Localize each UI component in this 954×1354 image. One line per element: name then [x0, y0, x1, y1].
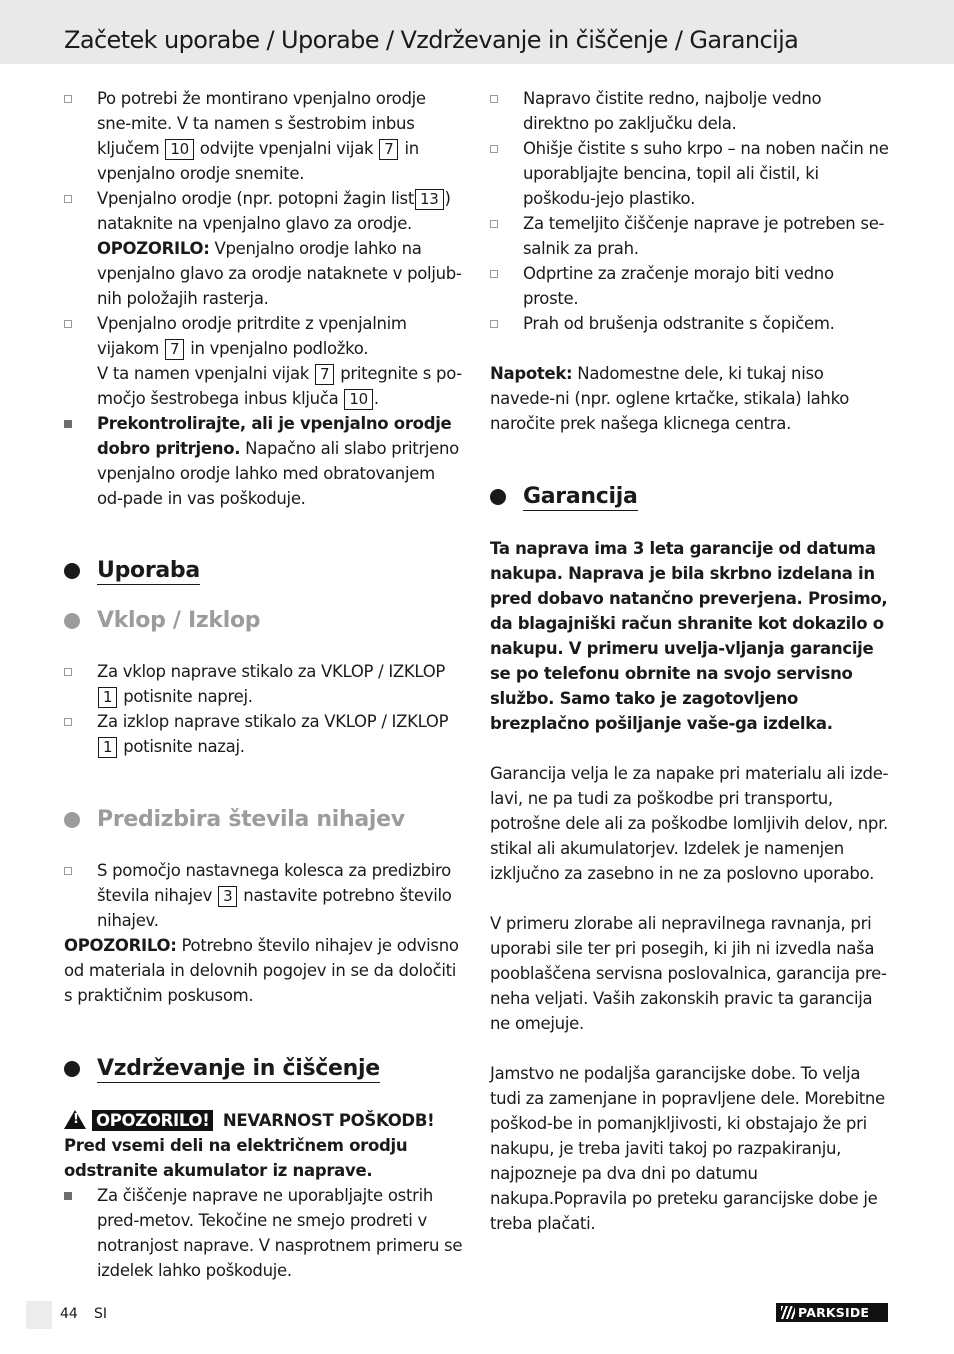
list-item: Za temeljito čiščenje naprave je potreben se-salnik za prah.	[490, 211, 890, 261]
bullet-icon	[490, 320, 498, 328]
warning-triangle-icon: !	[64, 1110, 86, 1129]
brand-logo: PARKSIDE	[776, 1303, 888, 1322]
warning-label: OPOZORILO:	[97, 239, 210, 258]
bullet-icon	[490, 270, 498, 278]
section-heading-uporaba: Uporaba	[64, 557, 464, 585]
bullet-filled-icon	[64, 420, 72, 428]
bullet-icon	[490, 220, 498, 228]
guarantee-paragraph: Jamstvo ne podaljša garancijske dobe. To velja tudi za zamenjane in popravljene dele. Morebitne poškod-be in pomanjkljivosti, ki obstajajo že pri nakupu, je treba javiti takoj po razpakiranju, najpozneje pa dva dni po datumu nakupa.Popravila po preteku garancijske dobe je treba plačati.	[490, 1064, 885, 1233]
part-ref: 10	[344, 389, 373, 410]
section-heading-vzdrzevanje: Vzdrževanje in čiščenje	[64, 1055, 464, 1083]
section-heading-predizbira: Predizbira števila nihajev	[64, 806, 464, 834]
part-ref: 3	[218, 886, 237, 907]
page-title: Začetek uporabe / Uporabe / Vzdrževanje in čiščenje / Garancija	[64, 26, 799, 54]
bullet-dot-icon	[64, 1061, 80, 1077]
bullet-filled-icon	[64, 1192, 72, 1200]
bullet-icon	[64, 668, 72, 676]
bullet-dot-icon	[64, 812, 80, 828]
list-item: Napravo čistite redno, najbolje vedno direktno po zaključku dela.	[490, 86, 890, 136]
page-footer	[26, 1301, 108, 1329]
left-column	[64, 86, 464, 1283]
part-ref: 10	[165, 139, 194, 160]
bullet-icon	[64, 95, 72, 103]
list-item: Vpenjalno orodje pritrdite z vpenjalnim vijakom 7 in vpenjalno podložko. V ta namen vpenjalni vijak 7 pritegnite s po-močjo šestrobega inbus ključa 10 .	[64, 311, 464, 411]
warning-badge: OPOZORILO!	[92, 1110, 213, 1131]
bullet-icon	[64, 867, 72, 875]
guarantee-paragraph: Garancija velja le za napake pri materialu ali izde-lavi, ne pa tudi za poškodbe pri transportu, potrošne dele ali za poškodbe lomljivih delov, npr. stikal ali akumulatorjev. Izdelek je namenjen izključno za zasebno in ne za poslovno uporabo.	[490, 764, 889, 883]
guarantee-bold-paragraph: Ta naprava ima 3 leta garancije od datuma nakupa. Naprava je bila skrbno izdelana in pred dobavo natančno preverjena. Prosimo, da blagajniški račun shranite kot dokazilo o nakupu. V primeru uvelja-vljanja garancije se po telefonu obrnite na svojo servisno službo. Samo tako je zagotovljeno brezplačno pošiljanje vaše-ga izdelka.	[490, 539, 888, 733]
bullet-icon	[490, 145, 498, 153]
list-item: Za čiščenje naprave ne uporabljajte ostrih pred-metov. Tekočine ne smejo prodreti v notranjost naprave. V nasprotnem primeru se izdelek lahko poškoduje.	[64, 1183, 464, 1283]
part-ref: 7	[165, 339, 184, 360]
part-ref: 1	[98, 687, 117, 708]
list-item: Odprtine za zračenje morajo biti vedno proste.	[490, 261, 890, 311]
warning-block: ! OPOZORILO! NEVARNOST POŠKODB! Pred vsemi deli na električnem orodju odstranite akumulator iz naprave.	[64, 1111, 435, 1180]
list-item: Po potrebi že montirano vpenjalno orodje sne-mite. V ta namen s šestrobim inbus ključem 10 odvijte vpenjalni vijak 7 in vpenjalno orodje snemite.	[64, 86, 464, 186]
bullet-dot-icon	[490, 489, 506, 505]
warning-paragraph: OPOZORILO: Potrebno število nihajev je odvisno od materiala in delovnih pogojev in se da določiti s praktičnim poskusom.	[64, 936, 459, 1005]
bullet-icon	[64, 320, 72, 328]
section-heading-garancija: Garancija	[490, 483, 890, 511]
part-ref: 13	[415, 189, 444, 210]
list-item: S pomočjo nastavnega kolesca za predizbiro števila nihajev 3 nastavite potrebno število nihajev.	[64, 858, 464, 933]
section-heading-vklop: Vklop / Izklop	[64, 607, 464, 635]
part-ref: 1	[98, 737, 117, 758]
page-number: 44	[60, 1306, 78, 1322]
bullet-icon	[490, 95, 498, 103]
list-item: Vpenjalno orodje (npr. potopni žagin list 13 ) nataknite na vpenjalno glavo za orodje. OPOZORILO: Vpenjalno orodje lahko na vpenjalno glavo za orodje nataknete v poljub-nih položajih rasterja.	[64, 186, 464, 311]
logo-stripes-icon	[781, 1306, 795, 1319]
note-paragraph: Napotek: Nadomestne dele, ki tukaj niso navede-ni (npr. oglene krtačke, stikala) lahko naročite prek našega klicnega centra.	[490, 364, 850, 433]
warning-label: OPOZORILO:	[64, 936, 177, 955]
list-item: Za vklop naprave stikalo za VKLOP / IZKLOP 1 potisnite naprej.	[64, 659, 464, 709]
list-item: Prah od brušenja odstranite s čopičem.	[490, 311, 890, 336]
page-number-box	[26, 1301, 52, 1329]
language-code: SI	[94, 1306, 108, 1322]
bullet-icon	[64, 195, 72, 203]
note-label: Napotek:	[490, 364, 573, 383]
guarantee-paragraph: V primeru zlorabe ali nepravilnega ravnanja, pri uporabi sile ter pri posegih, ki jih ni izvedla naša pooblaščena servisna poslovalnica, garancija pre-neha veljati. Vaših zakonskih pravic ta garancija ne omejuje.	[490, 914, 887, 1033]
part-ref: 7	[315, 364, 334, 385]
right-column	[490, 86, 890, 1236]
bullet-icon	[64, 718, 72, 726]
list-item: Za izklop naprave stikalo za VKLOP / IZKLOP 1 potisnite nazaj.	[64, 709, 464, 759]
page-header	[0, 0, 954, 64]
list-item: Prekontrolirajte, ali je vpenjalno orodje dobro pritrjeno. Napačno ali slabo pritrjeno vpenjalno orodje lahko med obratovanjem od-pade in vas poškoduje.	[64, 411, 464, 511]
list-item: Ohišje čistite s suho krpo – na noben način ne uporabljajte bencina, topil ali čistil, ki poškodu-jejo plastiko.	[490, 136, 890, 211]
bullet-dot-icon	[64, 563, 80, 579]
part-ref: 7	[379, 139, 398, 160]
bullet-dot-icon	[64, 613, 80, 629]
